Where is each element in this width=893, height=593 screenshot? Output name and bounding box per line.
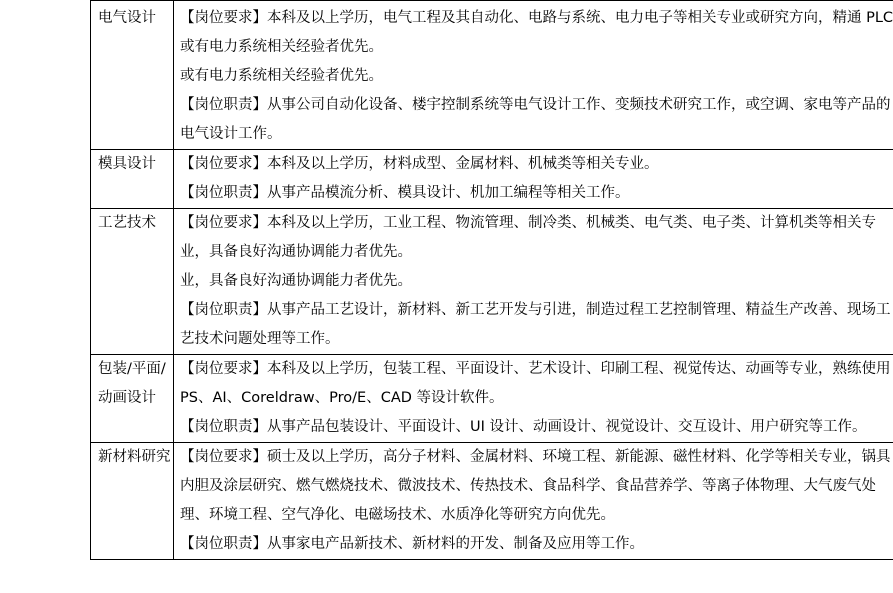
position-name: 包装/平面/动画设计 (91, 355, 174, 443)
requirement-text-fragment: 或有电力系统相关经验者优先。 (180, 68, 383, 84)
duty-text: 【岗位职责】从事产品包装设计、平面设计、UI 设计、动画设计、视觉设计、交互设计、用户研究等工作。 (180, 419, 867, 435)
duty-text: 【岗位职责】从事产品工艺设计，新材料、新工艺开发与引进，制造过程工艺控制管理、精益生产改善、现场工艺技术问题处理等工作。 (180, 302, 891, 347)
duty-text: 【岗位职责】从事公司自动化设备、楼宇控制系统等电气设计工作、变频技术研究工作，或空调、家电等产品的电气设计工作。 (180, 97, 891, 142)
table-row (91, 1, 893, 150)
position-name: 模具设计 (91, 150, 174, 209)
requirement-text: 【岗位要求】本科及以上学历，工业工程、物流管理、制冷类、机械类、电气类、电子类、计算机类等相关专业，具备良好沟通协调能力者优先。 (180, 215, 876, 260)
table-row (91, 150, 893, 209)
position-name: 电气设计 (91, 1, 174, 150)
table-row (91, 355, 893, 443)
duty-text: 【岗位职责】从事产品模流分析、模具设计、机加工编程等相关工作。 (180, 185, 630, 201)
table-row (91, 209, 893, 355)
requirement-text: 【岗位要求】本科及以上学历，包装工程、平面设计、艺术设计、印刷工程、视觉传达、动画等专业，熟练使用 PS、AI、Coreldraw、Pro/E、CAD 等设计软件。 (180, 361, 891, 406)
requirement-text: 【岗位要求】本科及以上学历，材料成型、金属材料、机械类等相关专业。 (180, 156, 659, 172)
job-requirements-table (90, 0, 893, 560)
requirement-text: 【岗位要求】本科及以上学历，电气工程及其自动化、电路与系统、电力电子等相关专业或研究方向，精通 PLC或有电力系统相关经验者优先。 (180, 10, 893, 55)
position-name: 新材料研究 (91, 443, 174, 560)
table-row (91, 443, 893, 560)
position-name: 工艺技术 (91, 209, 174, 355)
position-description (174, 1, 893, 150)
position-description (174, 209, 893, 355)
position-description (174, 355, 893, 443)
requirement-text-fragment: 业，具备良好沟通协调能力者优先。 (180, 273, 412, 289)
position-description (174, 150, 893, 209)
duty-text: 【岗位职责】从事家电产品新技术、新材料的开发、制备及应用等工作。 (180, 536, 644, 552)
position-description (174, 443, 893, 560)
requirement-text: 【岗位要求】硕士及以上学历，高分子材料、金属材料、环境工程、新能源、磁性材料、化学等相关专业，锅具内胆及涂层研究、燃气燃烧技术、微波技术、传热技术、食品科学、食品营养学、等离子体物理、大气废气处理、环境工程、空气净化、电磁场技术、水质净化等研究方向优先。 (180, 449, 891, 523)
